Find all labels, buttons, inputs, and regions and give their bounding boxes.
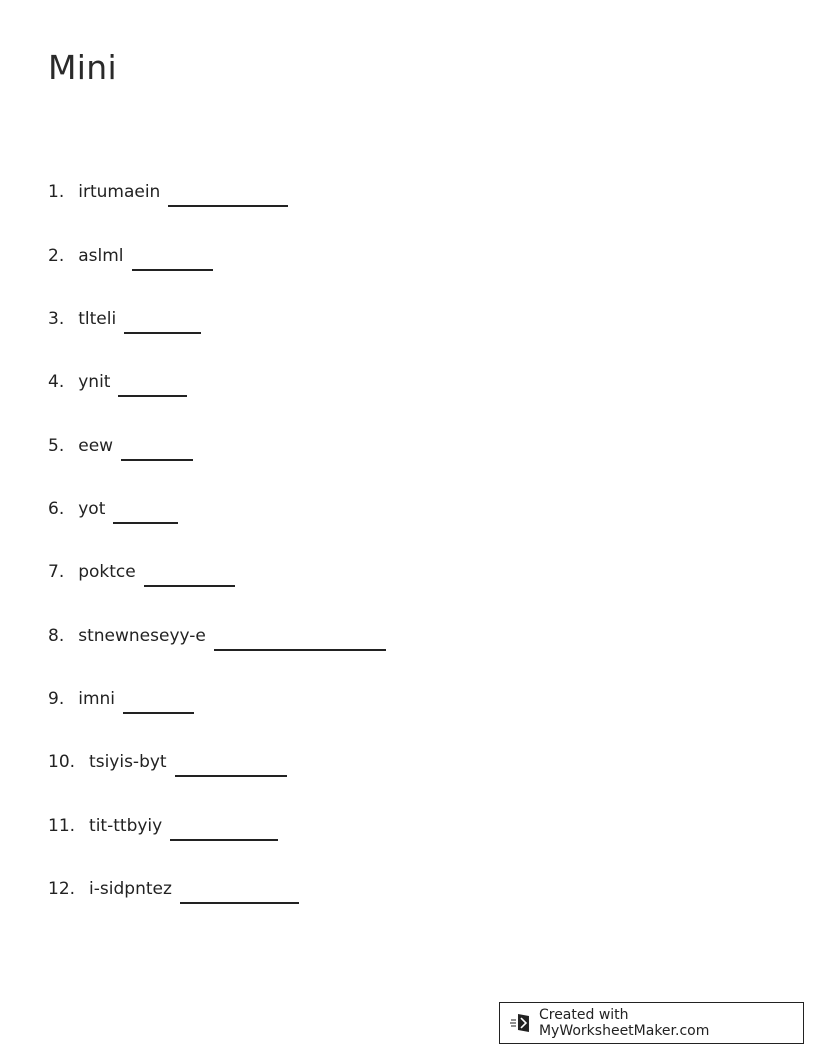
answer-blank[interactable] [132, 269, 213, 271]
item-number: 12. [48, 879, 76, 899]
list-item [48, 746, 287, 772]
answer-blank[interactable] [144, 585, 235, 587]
answer-blank[interactable] [118, 395, 187, 397]
scrambled-word: stnewneseyy-e [78, 626, 206, 646]
list-item [48, 303, 201, 329]
list-item [48, 620, 386, 646]
list-item [48, 366, 187, 392]
scrambled-word: poktce [78, 562, 136, 582]
item-number: 5. [48, 436, 65, 456]
item-number: 11. [48, 816, 76, 836]
answer-blank[interactable] [123, 712, 194, 714]
list-item [48, 493, 178, 519]
list-item [48, 873, 299, 899]
item-number: 10. [48, 752, 76, 772]
list-item [48, 556, 235, 582]
scrambled-word: tlteli [78, 309, 117, 329]
answer-blank[interactable] [124, 332, 201, 334]
list-item [48, 430, 193, 456]
answer-blank[interactable] [121, 459, 193, 461]
item-number: 2. [48, 246, 65, 266]
scrambled-word: tit-ttbyiy [89, 816, 163, 836]
scrambled-word: imni [78, 689, 116, 709]
item-number: 1. [48, 182, 65, 202]
answer-blank[interactable] [168, 205, 288, 207]
item-number: 8. [48, 626, 65, 646]
item-number: 3. [48, 309, 65, 329]
item-number: 4. [48, 372, 65, 392]
answer-blank[interactable] [214, 649, 386, 651]
scrambled-word: i-sidpntez [89, 879, 172, 899]
answer-blank[interactable] [180, 902, 299, 904]
item-number: 9. [48, 689, 65, 709]
list-item [48, 176, 288, 202]
scrambled-word: tsiyis-byt [89, 752, 167, 772]
answer-blank[interactable] [170, 839, 278, 841]
footer-credit-box[interactable] [499, 1002, 804, 1044]
scrambled-word: eew [78, 436, 114, 456]
scrambled-word: irtumaein [78, 182, 161, 202]
list-item [48, 240, 213, 266]
answer-blank[interactable] [113, 522, 178, 524]
list-item [48, 683, 194, 709]
scrambled-word: ynit [78, 372, 111, 392]
worksheet-title: Mini [48, 48, 117, 87]
answer-blank[interactable] [175, 775, 287, 777]
item-number: 7. [48, 562, 65, 582]
worksheet-maker-logo-icon [510, 1012, 532, 1034]
scrambled-word: aslml [78, 246, 124, 266]
list-item [48, 810, 278, 836]
footer-credit-text: Created with MyWorksheetMaker.com [538, 1007, 710, 1039]
scrambled-word: yot [78, 499, 106, 519]
item-number: 6. [48, 499, 65, 519]
